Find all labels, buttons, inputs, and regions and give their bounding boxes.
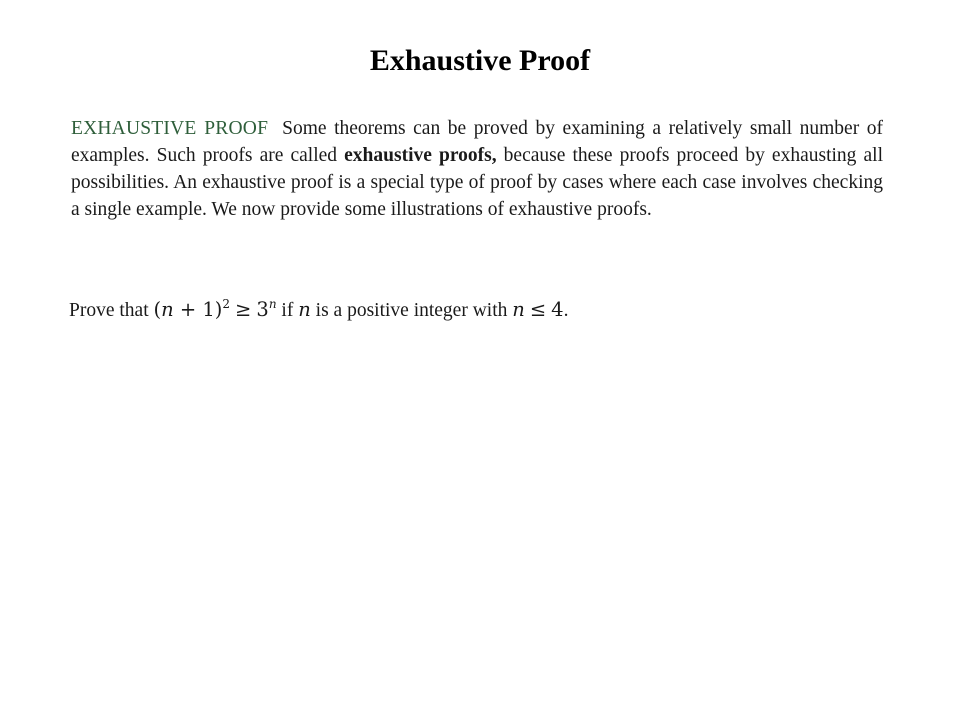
expr-plus-one: + 1)	[173, 298, 223, 321]
excerpt-text-after: because these proofs proceed by exhausting all possibilities. An exhaustive proof is a special type of proof by cases where each case involves checking a single example. We now provide some illustrations of exhaustive proofs.	[71, 145, 883, 220]
geq-symbol: ≥	[235, 298, 252, 321]
exponent-2: 2	[222, 297, 231, 311]
exercise-statement	[69, 298, 568, 322]
slide-title: Exhaustive Proof	[369, 44, 591, 77]
exercise-middle: is a positive integer with	[315, 300, 508, 321]
exercise-prefix: Prove that	[69, 300, 149, 321]
expr-open-paren: (	[153, 298, 162, 321]
excerpt-term: exhaustive proofs,	[344, 145, 497, 166]
base-3: 3	[256, 298, 269, 321]
exercise-inequality	[153, 298, 276, 321]
var-n-second: n	[298, 298, 311, 321]
bound-value: 4	[551, 298, 564, 321]
exponent-n: n	[268, 297, 277, 311]
var-n-third: n	[512, 298, 525, 321]
excerpt-text-before: Some theorems can be proved by examining a relatively small number of examples. Such proofs are called	[71, 118, 884, 166]
if-text: if	[281, 300, 294, 321]
var-n: n	[161, 298, 174, 321]
leq-symbol: ≤	[529, 298, 547, 321]
definition-excerpt	[71, 115, 883, 223]
exercise-end: .	[563, 300, 569, 321]
excerpt-heading: EXHAUSTIVE PROOF	[71, 118, 269, 139]
